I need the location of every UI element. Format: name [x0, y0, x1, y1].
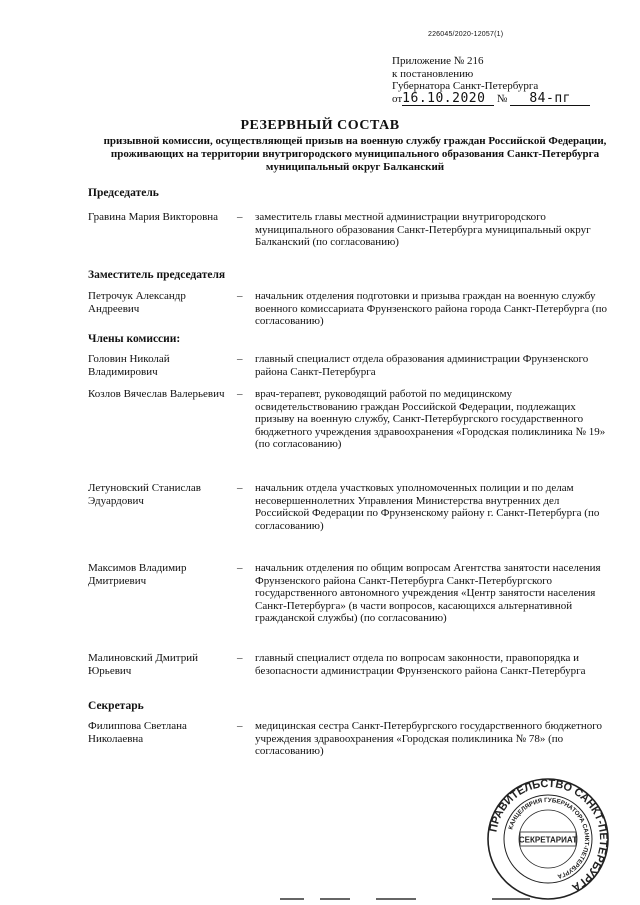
stamp-outer-text: ПРАВИТЕЛЬСТВО САНКТ-ПЕТЕРБУРГА — [487, 777, 610, 894]
member-position: главный специалист отдела образования администрации Фрунзенского района Санкт-Петербурга — [255, 353, 589, 378]
dash: – — [237, 482, 243, 494]
dash: – — [237, 353, 243, 365]
dash: – — [237, 562, 243, 574]
member-name: Максимов Владимир Дмитриевич — [88, 562, 187, 587]
member-position: главный специалист отдела по вопросам законности, правопорядка и безопасности администрации Фрунзенского района Санкт-Петербурга — [255, 652, 586, 677]
section-secretary: Секретарь — [88, 700, 144, 712]
appendix-block — [392, 55, 590, 106]
member-position: медицинская сестра Санкт-Петербургского государственного бюджетного учреждения здравоохранения «Городская поликлиника № 78» (по согласованию) — [255, 720, 602, 757]
dash: – — [237, 290, 243, 302]
member-name: Козлов Вячеслав Валерьевич — [88, 388, 225, 400]
stamp-center-text: СЕКРЕТАРИАТ — [518, 835, 578, 845]
section-deputy: Заместитель председателя — [88, 269, 226, 281]
scan-edge-marks — [280, 896, 580, 902]
member-position: начальник отделения подготовки и призыва граждан на военную службу военного комиссариата Фрунзенского района города Санкт-Петербурга (по согласованию) — [255, 290, 607, 327]
stamp-inner-text: КАНЦЕЛЯРИЯ ГУБЕРНАТОРА САНКТ-ПЕТЕРБУРГА — [507, 796, 591, 880]
member-name: Головин Николай Владимирович — [88, 353, 170, 378]
member-name: Малиновский Дмитрий Юрьевич — [88, 652, 198, 677]
member-position: заместитель главы местной администрации внутригородского муниципального образования Санкт-Петербурга муниципальный округ Балканский (по согласованию) — [255, 211, 591, 248]
section-members: Члены комиссии: — [88, 333, 181, 345]
member-position: врач-терапевт, руководящий работой по медицинскому освидетельствованию граждан Российской Федерации, подлежащих призыву на военную службу, Санкт-Петербургского государственного бюджетного учреждения здравоохранения «Городская поликлиника № 19» (по согласованию) — [255, 388, 606, 450]
decree-date: 16.10.2020 — [402, 90, 486, 106]
member-name: Филиппова Светлана Николаевна — [88, 720, 187, 745]
document-subtitle: призывной комиссии, осуществляющей призыв на военную службу граждан Российской Федерации, проживающих на территории внутригородского муниципального образования Санкт-Петербурга муниципальный округ Балканский — [103, 135, 607, 173]
decree-number: 84-пг — [529, 90, 571, 106]
member-name: Петрочук Александр Андреевич — [88, 290, 186, 315]
section-chair: Председатель — [88, 187, 159, 199]
number-field — [510, 90, 590, 107]
decree-date-line — [392, 90, 590, 107]
member-name: Летуновский Станислав Эдуардович — [88, 482, 201, 507]
member-name: Гравина Мария Викторовна — [88, 211, 219, 223]
appendix-line: Приложение № 216 — [392, 55, 484, 67]
number-sign: № — [496, 92, 508, 105]
document-title: РЕЗЕРВНЫЙ СОСТАВ — [240, 118, 400, 133]
document-registration-id: 226045/2020-12057(1) — [428, 31, 504, 38]
dash: – — [237, 652, 243, 664]
dash: – — [237, 720, 243, 732]
official-stamp — [486, 777, 610, 901]
appendix-line: Губернатора Санкт-Петербурга — [392, 80, 539, 92]
appendix-line: к постановлению — [392, 67, 474, 80]
dash: – — [237, 388, 243, 400]
dash: – — [237, 211, 243, 223]
date-field — [402, 90, 494, 107]
member-position: начальник отделения по общим вопросам Агентства занятости населения Фрунзенского района Санкт-Петербурга Санкт-Петербургского государственного автономного учреждения «Центр занятости населения Санкт-Петербурга» (в части вопросов, касающихся альтернативной гражданской службы) (по согласованию) — [255, 562, 601, 624]
member-position: начальник отдела участковых уполномоченных полиции и по делам несовершеннолетних Управления Министерства внутренних дел Российской Федерации по Фрунзенскому району г. Санкт-Петербурга (по согласованию) — [255, 482, 600, 532]
date-prefix: от — [392, 92, 403, 105]
